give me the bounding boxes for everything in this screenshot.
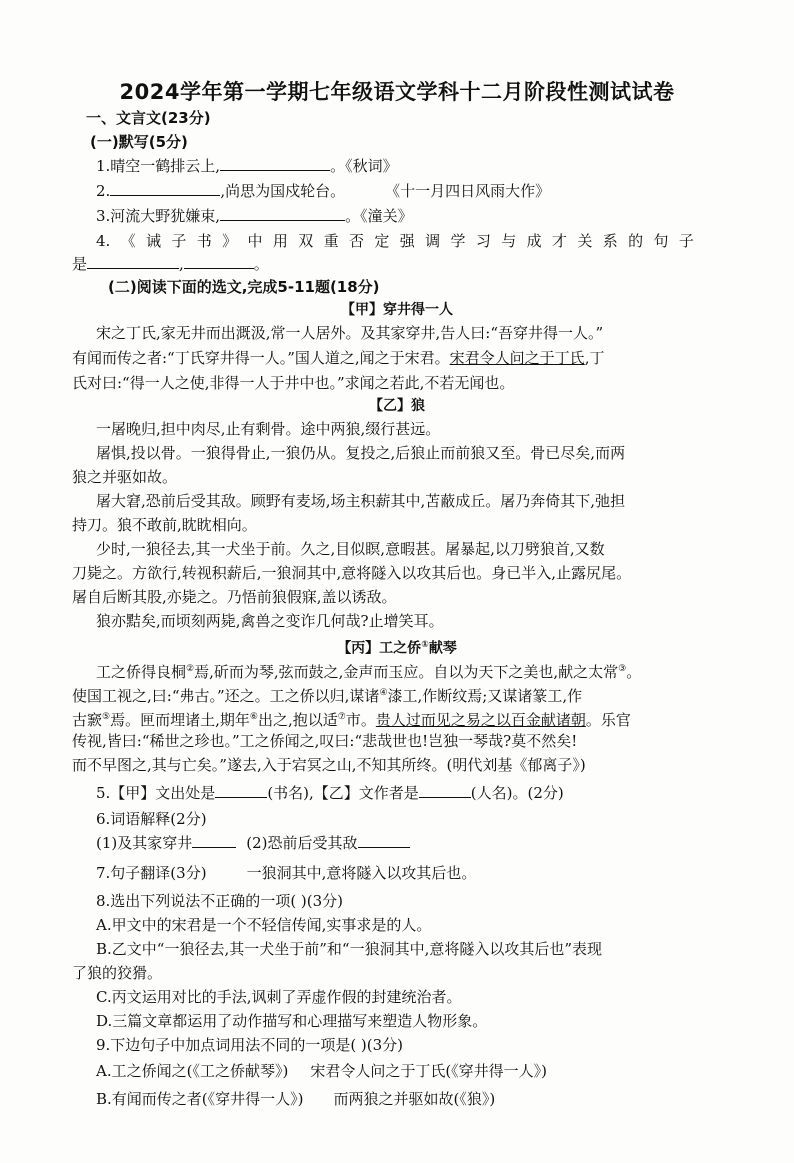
question-7 [96,862,754,884]
passage-yi-line: 屠自后断其股,亦毙之。乃悟前狼假寐,盖以诱敌。 [72,588,397,606]
footnote-mark: ④ [379,688,388,698]
heading-text: 【丙】工之侨 [337,640,422,657]
char: 的 [628,232,644,250]
passage-bing-line: 传视,皆曰:“稀世之珍也。”工之侨闻之,叹曰:“悲哉世也!岂独一琴哉?莫不然矣! [72,732,578,750]
passage-text: 有闻而传之者:“丁氏穿井得一人。”国人道之,闻之于宋君。 [72,349,450,367]
q7-sentence: 一狼洞其中,意将隧入以攻其后也。 [246,864,477,882]
q9-b-right: 而两狼之并驱如故(《狼》) [333,1090,496,1108]
passage-yi-heading: 【乙】狼 [369,398,425,414]
passage-yi-line: 屠大窘,恐前后受其敌。顾野有麦场,场主积薪其中,苫蔽成丘。屠乃奔倚其下,弛担 [96,492,626,510]
char: 子 [678,232,694,250]
answer-blank[interactable] [419,782,471,798]
passage-text: 市。 [345,711,376,729]
passage-bing-line [72,706,754,731]
q2-source: 《十一月四日风雨大作》 [385,182,551,200]
heading-text: 献琴 [428,640,457,657]
question-1 [96,155,754,177]
passage-yi-line: 刀毙之。方欲行,转视积薪后,一狼洞其中,意将隧入以攻其后也。身已半入,止露尻尾。 [72,564,632,582]
underlined-sentence: 宋君令人问之于丁氏 [449,349,585,367]
char: 句 [653,232,669,250]
passage-bing-line [96,658,754,683]
q9-a-left: A.工之侨闻之(《工之侨献琴》) [96,1062,289,1080]
passage-text: 。乐官 [585,711,631,729]
q5-text: (人名)。(2分) [470,784,564,802]
footnote-mark: ⑦ [337,712,346,722]
q6-item: (1)及其家穿井 [96,834,193,852]
passage-yi-line: 少时,一狼径去,其一犬坐于前。久之,目似瞑,意暇甚。屠暴起,以刀劈狼首,又数 [96,540,605,558]
passage-jia-line: 氏对曰:“得一人之使,非得一人于井中也。”求闻之若此,不若无闻也。 [72,374,515,392]
q8-option-c: C.丙文运用对比的手法,讽刺了弄虚作假的封建统治者。 [96,988,462,1006]
char: 习 [475,232,491,250]
q4-comma: , [179,255,184,273]
footnote-mark: ⑥ [249,712,258,722]
section-heading: 一、文言文(23分) [86,109,211,127]
q6-item: (2)恐前后受其敌 [246,834,358,852]
char: 与 [501,232,517,250]
footnote-mark: ① [421,640,429,650]
passage-text: 焉,斫而为琴,弦而鼓之,金声而玉应。自以为天下之美也,献之太常 [194,663,619,681]
char: 双 [298,232,314,250]
answer-blank[interactable] [110,180,220,196]
char: 学 [450,232,466,250]
char: 成 [526,232,542,250]
char: 诫 [146,232,162,250]
passage-yi-line: 狼之并驱如故。 [72,468,178,486]
passage-bing-heading [0,634,794,660]
q1-text: 1.晴空一鹤排云上, [96,157,221,175]
passage-text: 出之,抱以适 [257,711,338,729]
char: 》 [222,232,238,250]
page-title: 2024学年第一学期七年级语文学科十二月阶段性测试试卷 [119,80,675,104]
passage-text: 焉。匣而埋诸土,期年 [110,711,250,729]
passage-jia-heading: 【甲】穿井得一人 [341,302,453,318]
answer-blank[interactable] [215,782,267,798]
q9-option-a [96,1060,754,1082]
question-8-heading: 8.选出下列说法不正确的一项( )(3分) [96,892,344,910]
q3-source: 。《潼关》 [345,207,413,225]
q8-option-b: B.乙文中“一狼径去,其一犬坐于前”和“一狼洞其中,意将隧入以攻其后也”表现 [96,940,603,958]
q3-text: 3.河流大野犹嫌束, [96,207,221,225]
passage-yi-line: 狼亦黠矣,而顷刻两毙,禽兽之变诈几何哉?止增笑耳。 [96,612,444,630]
q9-b-left: B.有闻而传之者(《穿井得一人》) [96,1090,304,1108]
part1-heading: (一)默写(5分) [90,133,188,151]
passage-text: 。 [626,663,642,681]
question-9-heading: 9.下边句子中加点词用法不同的一项是( )(3分) [96,1036,404,1054]
footnote-mark: ⑤ [102,712,111,722]
footnote-mark: ③ [618,664,627,674]
answer-blank[interactable] [220,205,345,221]
q9-a-right: 宋君令人问之于丁氏(《穿井得一人》) [310,1062,548,1080]
answer-blank[interactable] [192,832,236,848]
question-5 [96,782,754,804]
q5-text: (书名),【乙】文作者是 [267,784,419,802]
answer-blank[interactable] [184,253,254,269]
passage-text: ,丁 [584,349,605,367]
q2-text: ,尚思为国戍轮台。 [220,182,346,200]
question-6-items [96,832,754,854]
footnote-mark: ② [186,664,195,674]
question-4-line1 [96,230,694,252]
passage-text: 漆工,作断纹焉;又谋诸篆工,作 [387,687,583,705]
passage-yi-line: 持刀。狼不敢前,眈眈相向。 [72,516,257,534]
question-2 [96,180,754,202]
passage-yi-line: 屠惧,投以骨。一狼得骨止,一狼仍从。复投之,后狼止而前狼又至。骨已尽矣,而两 [96,444,626,462]
question-4-line2 [72,253,754,275]
q8-option-d: D.三篇文章都运用了动作描写和心理描写来塑造人物形象。 [96,1012,488,1030]
q5-text: 5.【甲】文出处是 [96,784,216,802]
passage-text: 古窾 [72,711,103,729]
passage-jia-line [72,347,754,369]
char: 强 [399,232,415,250]
char: 书 [196,232,212,250]
char: 子 [171,232,187,250]
q8-option-b-cont: 了狼的狡猾。 [72,964,163,982]
q9-option-b [96,1088,754,1110]
char: 调 [425,232,441,250]
char: 用 [272,232,288,250]
answer-blank[interactable] [358,832,410,848]
passage-bing-line: 而不早图之,其与亡矣。”遂去,入于宕冥之山,不知其所终。(明代刘基《郁离子》) [72,756,586,774]
passage-jia-line: 宋之丁氏,家无井而出溉汲,常一人居外。及其家穿井,告人曰:“吾穿井得一人。” [96,324,604,342]
underlined-sentence: 贵人过而见之易之以百金献诸朝 [375,711,586,729]
q1-source: 。《秋词》 [330,157,398,175]
answer-blank[interactable] [220,155,330,171]
char: 4. [96,232,111,250]
char: 才 [552,232,568,250]
question-3 [96,205,754,227]
char: 中 [247,232,263,250]
char: 重 [323,232,339,250]
q7-text: 7.句子翻译(3分) [96,864,207,882]
char: 定 [374,232,390,250]
q2-number: 2. [96,182,111,200]
q8-option-a: A.甲文中的宋君是一个不轻信传闻,实事求是的人。 [96,916,432,934]
passage-yi-line: 一屠晚归,担中肉尽,止有剩骨。途中两狼,缀行甚远。 [96,420,441,438]
char: 《 [120,232,136,250]
passage-text: 使国工视之,曰:“弗古。”还之。工之侨以归,谋诸 [72,687,380,705]
passage-bing-line [72,682,754,707]
answer-blank[interactable] [87,253,179,269]
char: 系 [602,232,618,250]
part2-heading: (二)阅读下面的选文,完成5-11题(18分) [108,278,380,296]
passage-text: 工之侨得良桐 [96,663,187,681]
question-6-heading: 6.词语解释(2分) [96,810,207,828]
char: 否 [349,232,365,250]
q4-text: 是 [72,255,88,273]
q4-period: 。 [253,255,269,273]
char: 关 [577,232,593,250]
